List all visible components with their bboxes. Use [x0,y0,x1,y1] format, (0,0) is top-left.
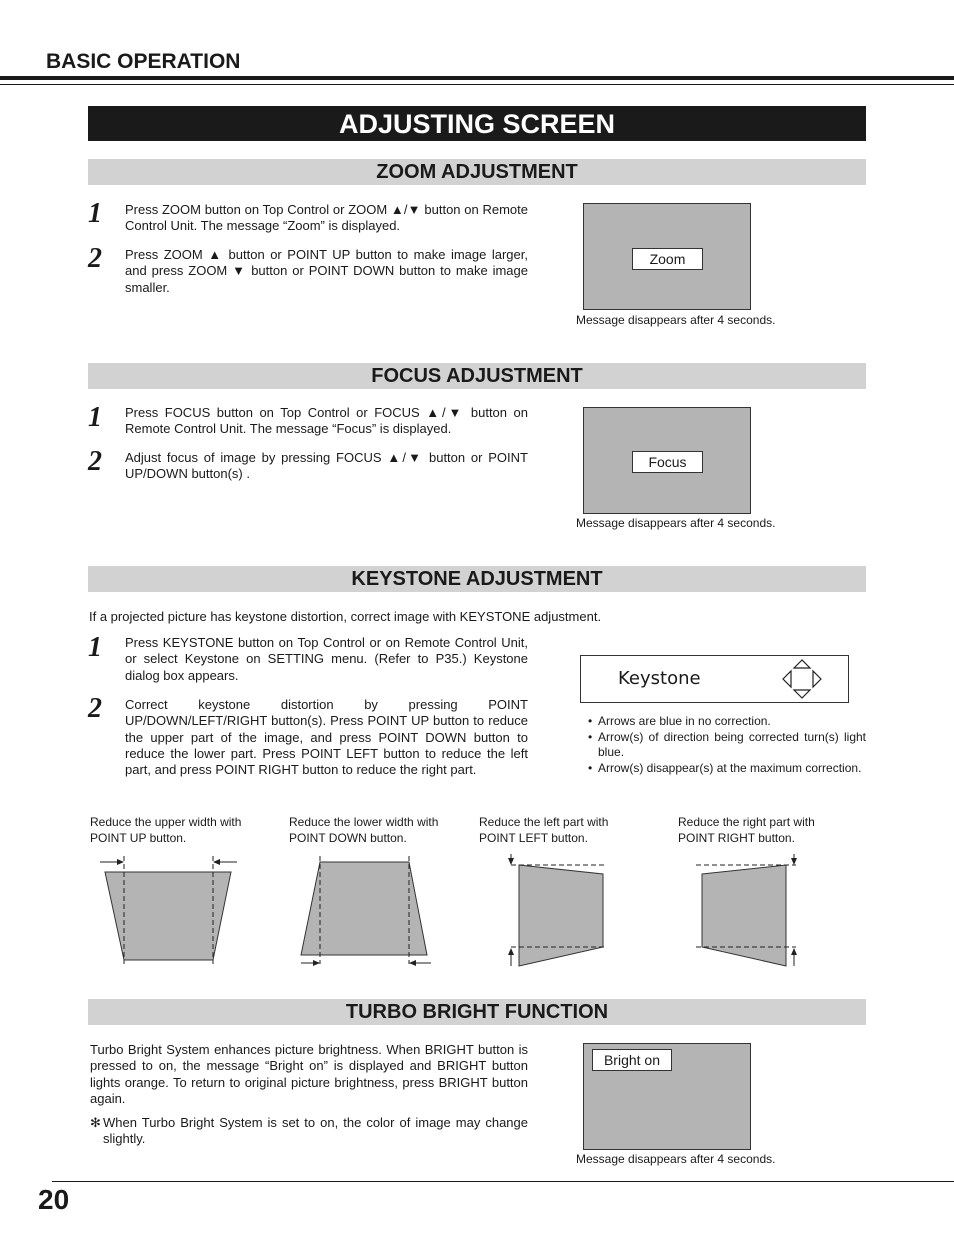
note-text: Arrow(s) of direction being corrected turn(s) light blue. [598,729,866,759]
zoom-step-1: Press ZOOM button on Top Control or ZOOM ▲/▼ button on Remote Control Unit. The message “Zoom” is displayed. [125,202,528,234]
note-text: Arrow(s) disappear(s) at the maximum correction. [598,760,862,775]
diagram-caption-right: Reduce the right part with POINT RIGHT button. [678,815,815,845]
keystone-dialog-label: Keystone [618,668,701,689]
diagram-caption-lower: Reduce the lower width with POINT DOWN button. [289,815,439,845]
turbo-note-text: When Turbo Bright System is set to on, the color of image may change slightly. [103,1115,528,1147]
footer-rule [52,1181,954,1182]
keystone-heading: KEYSTONE ADJUSTMENT [88,566,866,592]
keystone-upper-diagram [95,852,245,970]
note-item: • Arrow(s) disappear(s) at the maximum correction. [588,761,866,777]
note-item: • Arrows are blue in no correction. [588,714,866,730]
page-number: 20 [38,1184,70,1215]
focus-heading: FOCUS ADJUSTMENT [88,363,866,389]
keystone-intro: If a projected picture has keystone distortion, correct image with KEYSTONE adjustment. [89,609,602,624]
zoom-step-2: Press ZOOM ▲ button or POINT UP button to make image larger, and press ZOOM ▼ button or POINT DOWN button to make image smaller. [125,247,528,295]
turbo-body: Turbo Bright System enhances picture brightness. When BRIGHT button is pressed to on, the message “Bright on” is displayed and BRIGHT button lights orange. To return to original picture brightness, press BRIGHT button again. [90,1042,528,1106]
keystone-dialog [580,655,849,703]
page-title: ADJUSTING SCREEN [88,106,866,141]
note-text: Arrows are blue in no correction. [598,714,771,728]
step-number: 1 [88,198,102,229]
keystone-step-2: Correct keystone distortion by pressing POINT UP/DOWN/LEFT/RIGHT button(s). Press POINT UP button to reduce the upper part of the image, and press POINT DOWN button to reduce the lower part. Press POINT LEFT button to reduce the left part, and press POINT RIGHT button to reduce the right part. [125,697,528,778]
note-mark: ✻ [90,1115,101,1130]
header-rule-thin [0,84,954,85]
zoom-heading: ZOOM ADJUSTMENT [88,159,866,185]
turbo-note [90,1115,528,1148]
header-rule [0,76,954,80]
keystone-right-diagram [692,852,807,972]
turbo-message: Bright on [592,1049,672,1071]
zoom-message: Zoom [632,248,703,270]
direction-arrows-icon [780,658,824,700]
keystone-notes [588,714,866,776]
diagram-caption-left: Reduce the left part with POINT LEFT button. [479,815,609,845]
section-label: BASIC OPERATION [46,50,241,73]
note-item: • Arrow(s) of direction being corrected turn(s) light blue. [588,729,866,759]
focus-caption: Message disappears after 4 seconds. [576,516,776,530]
keystone-step-1: Press KEYSTONE button on Top Control or on Remote Control Unit, or select Keystone on SETTING menu. (Refer to P35.) Keystone dialog box appears. [125,635,528,683]
keystone-lower-diagram [293,852,443,970]
keystone-left-diagram [503,852,613,972]
zoom-caption: Message disappears after 4 seconds. [576,313,776,327]
diagram-caption-upper: Reduce the upper width with POINT UP button. [90,815,242,845]
focus-message: Focus [632,451,703,473]
turbo-caption: Message disappears after 4 seconds. [576,1152,776,1166]
focus-step-2: Adjust focus of image by pressing FOCUS ▲/▼ button or POINT UP/DOWN button(s) . [125,450,528,482]
step-number: 1 [88,632,102,663]
step-number: 2 [88,693,102,724]
step-number: 2 [88,446,102,477]
turbo-heading: TURBO BRIGHT FUNCTION [88,999,866,1025]
step-number: 2 [88,243,102,274]
step-number: 1 [88,402,102,433]
focus-step-1: Press FOCUS button on Top Control or FOCUS ▲/▼ button on Remote Control Unit. The message “Focus” is displayed. [125,405,528,437]
